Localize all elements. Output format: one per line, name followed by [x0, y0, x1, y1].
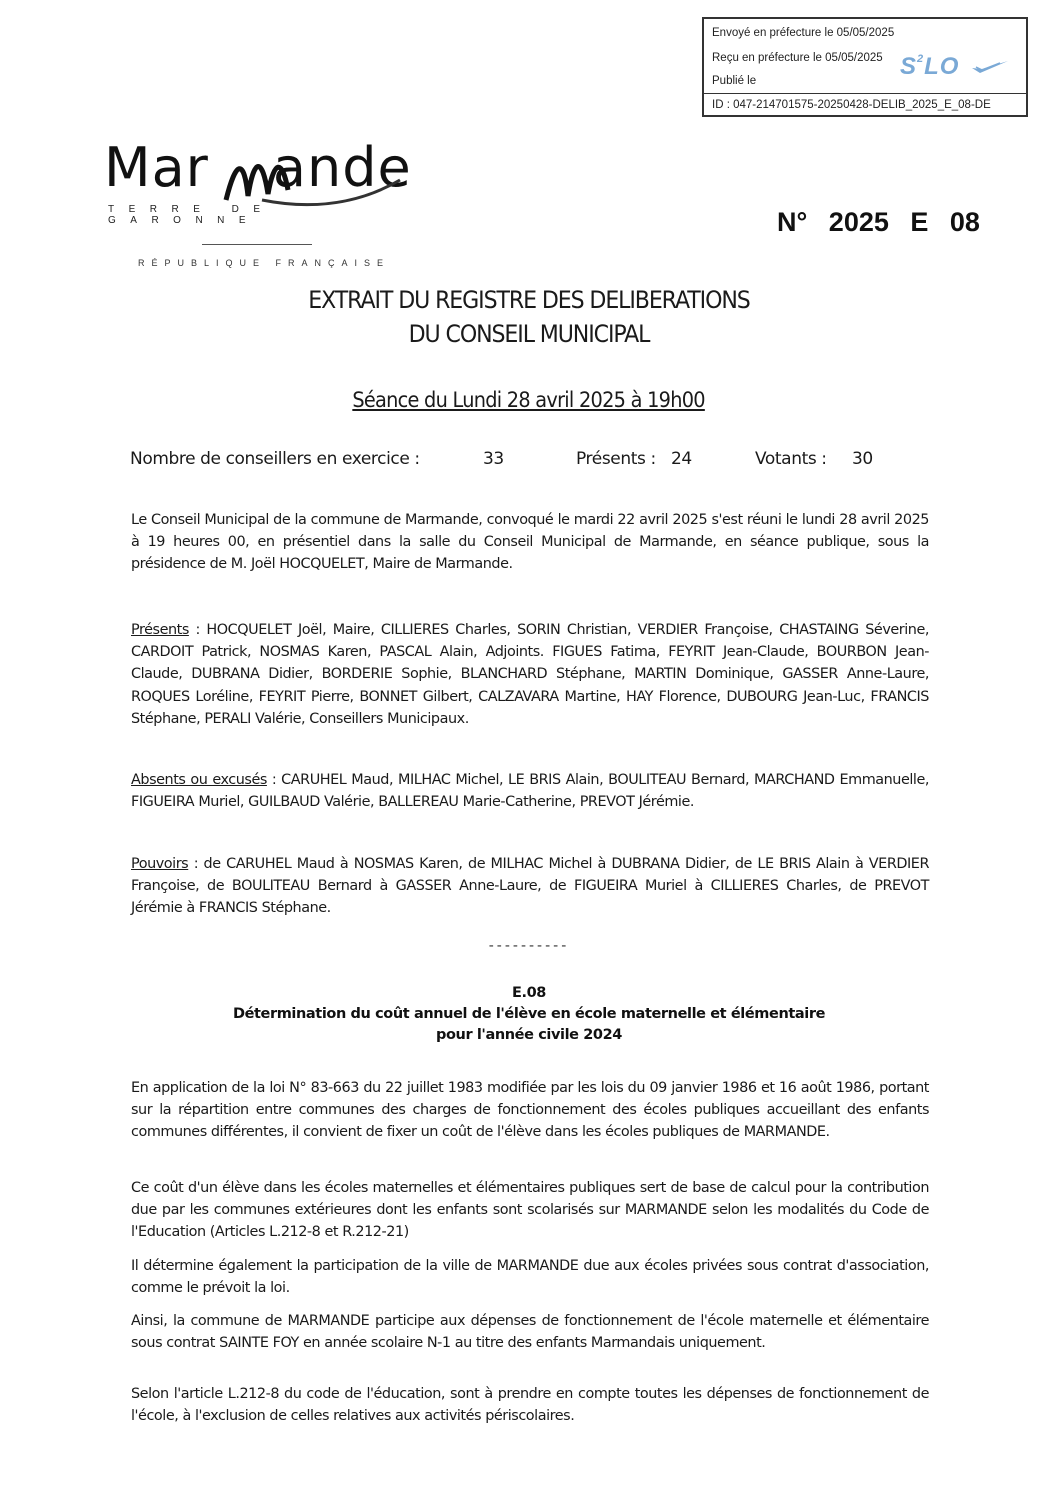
deliberation-number: N° 2025 E 08	[777, 207, 980, 237]
body-paragraph-5: Selon l'article L.212-8 du code de l'éducation, sont à prendre en compte toutes les dépenses de fonctionnement de l'école, à l'exclusion de celles relatives aux activités périscolaires.	[131, 1386, 929, 1425]
body-paragraph-1: En application de la loi N° 83-663 du 22 juillet 1983 modifiée par les lois du 09 janvier 1986 et 16 août 1986, portant sur la répartition entre communes des charges de fonctionnement des écoles publiques accueillant des enfants communes différentes, il convient de fixer un coût de l'élève dans les écoles publiques de MARMANDE.	[131, 1080, 929, 1141]
in-office-value: 33	[483, 449, 504, 469]
presents-list: : HOCQUELET Joël, Maire, CILLIERES Charles, SORIN Christian, VERDIER Françoise, CHASTAING Séverine, CARDOIT Patrick, NOSMAS Karen, PASCAL Alain, Adjoints. FIGUES Fatima, FEYRIT Jean-Claude, BOURBON Jean-Claude, DUBRANA Didier, BORDERIE Sophie, BLANCHARD Stéphane, MARTIN Dominique, GASSER Anne-Laure, ROQUES Loréline, FEYRIT Pierre, BONNET Gilbert, CALZAVARA Martine, HAY Florence, DUBOURG Jean-Luc, FRANCIS Stéphane, PERALI Valérie, Conseillers Municipaux.	[131, 622, 929, 727]
brand-name-left: Mar	[104, 136, 209, 199]
voters-label: Votants :	[755, 449, 827, 469]
wave-m-icon	[222, 150, 402, 210]
in-office-label: Nombre de conseillers en exercice :	[130, 449, 420, 469]
stamp-published: Publié le	[712, 75, 757, 87]
s2lo-logo	[900, 53, 959, 81]
check-swoosh-icon	[970, 59, 1010, 75]
presents-paragraph	[131, 619, 929, 730]
logo-s: S	[900, 53, 918, 80]
intro-paragraph: Le Conseil Municipal de la commune de Marmande, convoqué le mardi 22 avril 2025 s'est réuni le lundi 28 avril 2025 à 19 heures 00, en présentiel dans la salle du Conseil Municipal de Marmande, en séance publique, sous la présidence de M. Joël HOCQUELET, Maire de Marmande.	[131, 512, 929, 573]
section-separator: ----------	[488, 938, 570, 954]
logo-sup: 2	[917, 53, 925, 65]
document-title-line2: DU CONSEIL MUNICIPAL	[408, 320, 650, 348]
republic-label: RÉPUBLIQUE FRANÇAISE	[138, 258, 391, 268]
item-title-line2: pour l'année civile 2024	[435, 1027, 622, 1043]
prefecture-stamp	[702, 17, 1028, 117]
body-paragraph-2: Ce coût d'un élève dans les écoles maternelles et élémentaires publiques sert de base de calcul pour la contribution due par les communes extérieures dont les enfants sont scolarisés sur MARMANDE selon les modalités du Code de l'Education (Articles L.212-8 et R.212-21)	[131, 1180, 929, 1241]
absents-list: : CARUHEL Maud, MILHAC Michel, LE BRIS Alain, BOULITEAU Bernard, MARCHAND Emmanuelle, FIGUEIRA Muriel, GUILBAUD Valérie, BALLEREAU Marie-Catherine, PREVOT Jérémie.	[131, 772, 929, 811]
brand-tagline: TERRE DE GARONNE	[108, 204, 275, 226]
body-paragraph-3: Il détermine également la participation de la ville de MARMANDE due aux écoles privées sous contrat d'association, comme le prévoit la loi.	[131, 1258, 929, 1297]
present-label: Présents :	[576, 449, 656, 469]
brand-name	[104, 138, 414, 198]
absents-paragraph	[131, 769, 929, 813]
present-value: 24	[671, 449, 692, 469]
session-heading	[0, 388, 1058, 412]
brand-divider	[202, 244, 312, 245]
presents-label: Présents	[131, 622, 189, 638]
marmande-logo	[104, 138, 414, 268]
logo-lo: LO	[924, 53, 960, 80]
brand-name-right: ande	[272, 136, 412, 199]
document-title-line1: EXTRAIT DU REGISTRE DES DELIBERATIONS	[308, 286, 750, 314]
absents-label: Absents ou excusés	[131, 772, 267, 788]
stamp-received-date: Reçu en préfecture le 05/05/2025	[712, 52, 883, 64]
item-code: E.08	[512, 985, 546, 1001]
voters-value: 30	[852, 449, 873, 469]
stamp-sent-date: Envoyé en préfecture le 05/05/2025	[712, 27, 895, 39]
proxies-label: Pouvoirs	[131, 856, 189, 872]
item-title-line1: Détermination du coût annuel de l'élève en école maternelle et élémentaire	[232, 1006, 826, 1022]
body-paragraph-4: Ainsi, la commune de MARMANDE participe aux dépenses de fonctionnement de l'école maternelle et élémentaire sous contrat SAINTE FOY en année scolaire N-1 au titre des enfants Marmandais uniquement.	[131, 1313, 929, 1352]
session-date: Séance du Lundi 28 avril 2025 à 19h00	[352, 388, 706, 412]
stamp-id: ID : 047-214701575-20250428-DELIB_2025_E_08-DE	[704, 93, 1026, 117]
proxies-paragraph	[131, 853, 929, 920]
proxies-list: : de CARUHEL Maud à NOSMAS Karen, de MILHAC Michel à DUBRANA Didier, de LE BRIS Alain à VERDIER Françoise, de BOULITEAU Bernard à GASSER Anne-Laure, de FIGUEIRA Muriel à CILLIERES Charles, de PREVOT Jérémie à FRANCIS Stéphane.	[131, 856, 929, 917]
